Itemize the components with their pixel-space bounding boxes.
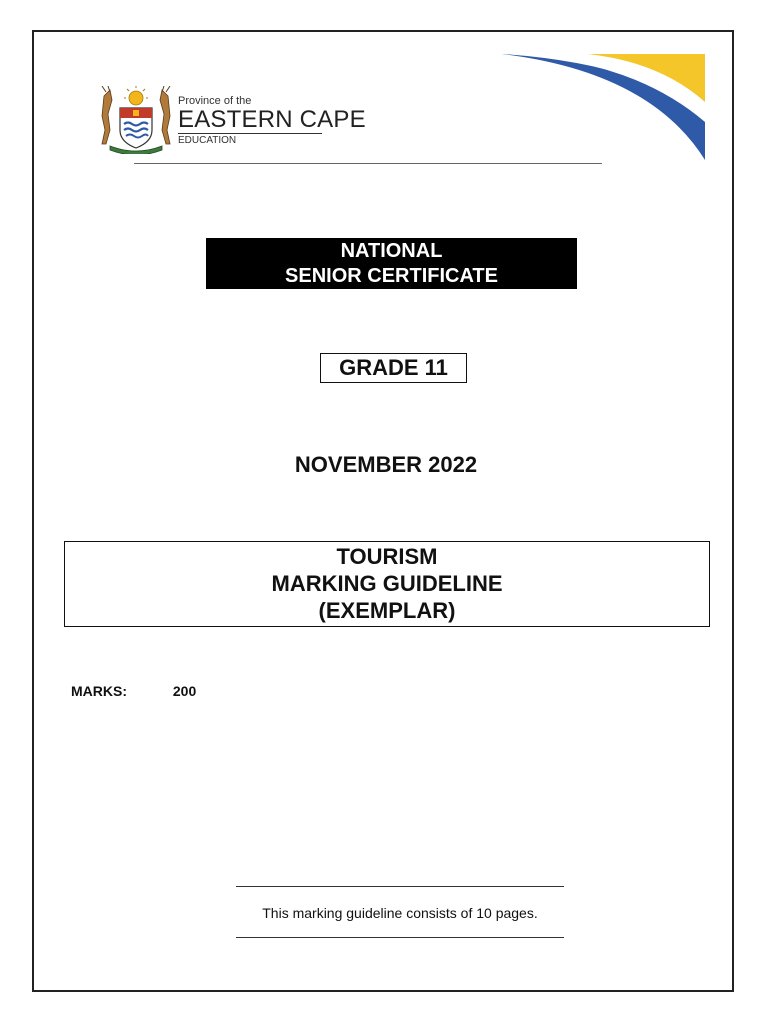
province-line: Province of the — [178, 95, 252, 107]
province-name: EASTERN CAPE — [178, 106, 366, 133]
department-name: EDUCATION — [178, 133, 322, 147]
header-divider — [134, 163, 602, 164]
swoosh-graphic — [500, 52, 705, 160]
marks-label: MARKS: — [71, 683, 127, 699]
document-note: (EXEMPLAR) — [318, 598, 456, 623]
page-border — [32, 30, 734, 992]
marks-value: 200 — [172, 683, 197, 699]
certificate-banner — [206, 238, 577, 289]
subject-name: TOURISM — [336, 544, 438, 569]
coat-of-arms-icon — [96, 86, 176, 154]
marks-row — [71, 683, 196, 699]
page-count-note: This marking guideline consists of 10 pages. — [262, 905, 538, 921]
province-logo-text — [178, 95, 366, 147]
document-type: MARKING GUIDELINE — [271, 571, 503, 596]
footer-top-divider — [236, 886, 564, 887]
certificate-line-1: NATIONAL — [340, 240, 443, 262]
certificate-line-2: SENIOR CERTIFICATE — [285, 265, 498, 287]
grade-label: GRADE 11 — [320, 353, 467, 383]
exam-date: NOVEMBER 2022 — [294, 452, 478, 477]
footer-bottom-divider — [236, 937, 564, 938]
subject-title-box — [64, 541, 710, 627]
